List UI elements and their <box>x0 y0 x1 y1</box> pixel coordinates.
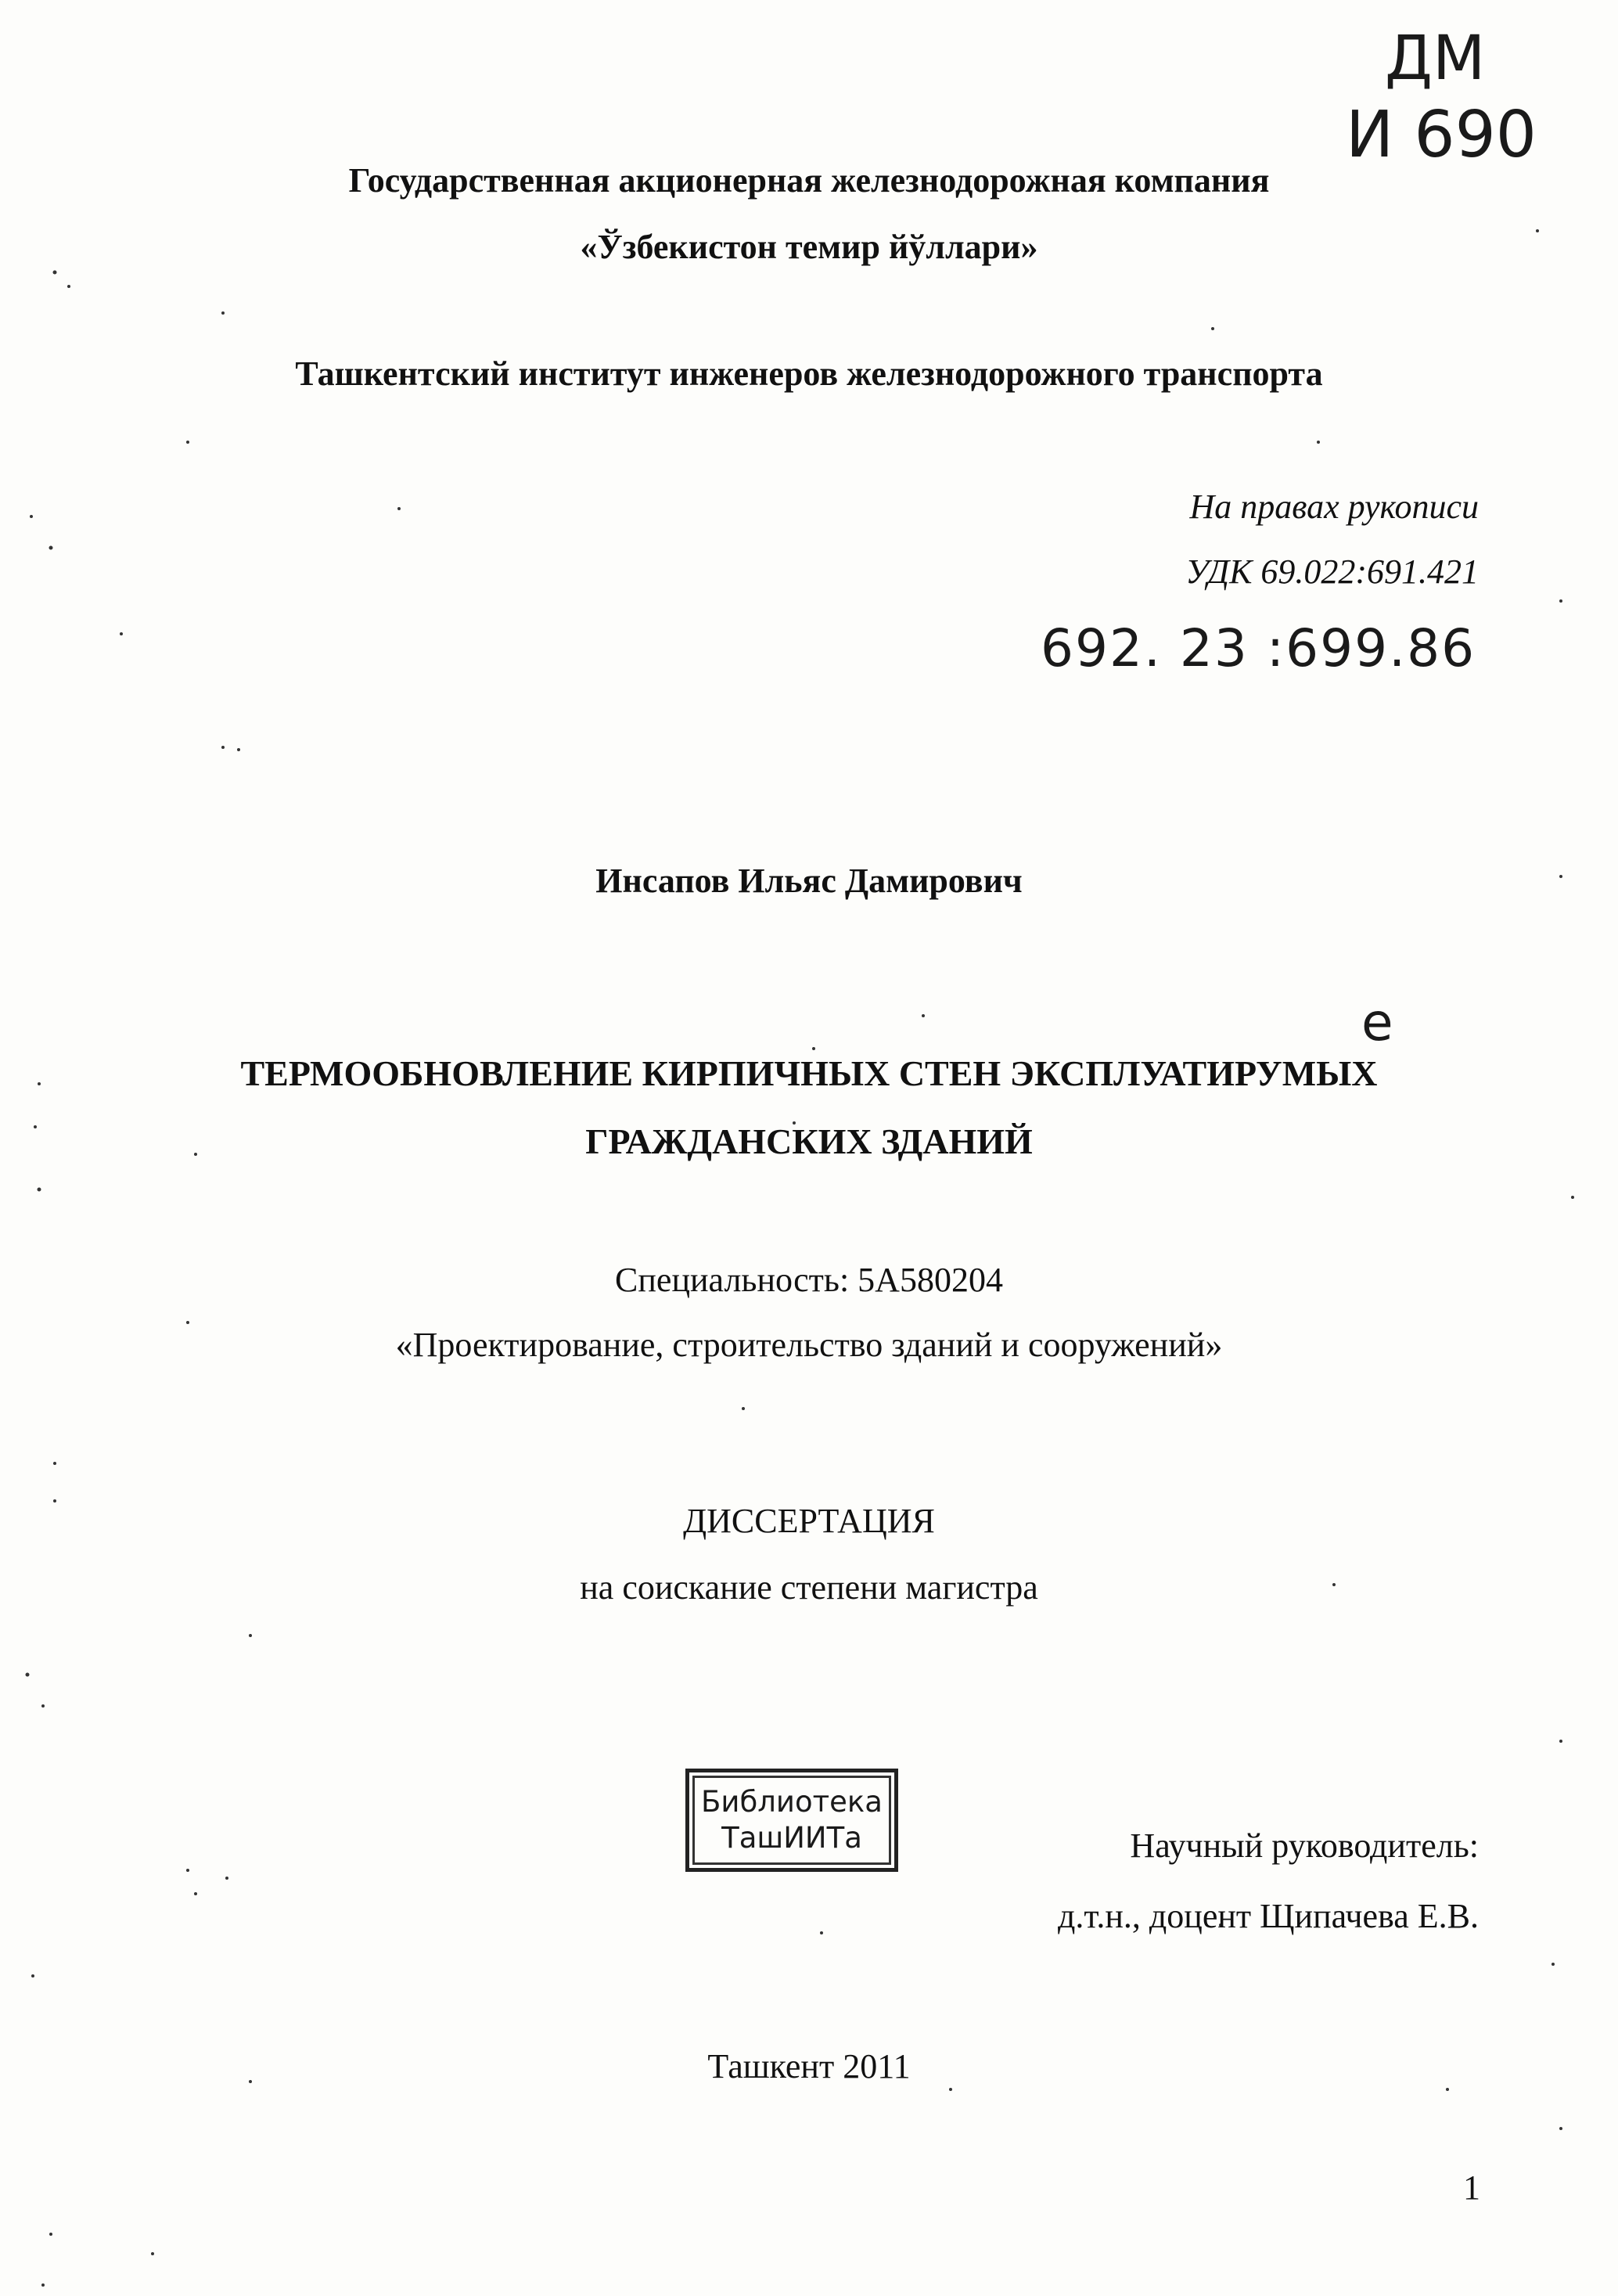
thesis-title-line1: ТЕРМООБНОВЛЕНИЕ КИРПИЧНЫХ СТЕН ЭКСПЛУАТИРУМЫХ <box>240 1053 1378 1093</box>
library-stamp <box>685 1769 898 1872</box>
thesis-title-line2: ГРАЖДАНСКИХ ЗДАНИЙ <box>585 1121 1033 1161</box>
udk-code: УДК 69.022:691.421 <box>1185 552 1479 591</box>
stamp-line2: ТашИИТа <box>721 1821 862 1855</box>
company-name-line2: «Ўзбекистон темир йўллари» <box>580 228 1038 266</box>
specialty-name: «Проектирование, строительство зданий и сооружений» <box>395 1326 1223 1364</box>
manuscript-note: На правах рукописи <box>1189 488 1479 526</box>
supervisor-label: Научный руководитель: <box>1130 1826 1479 1865</box>
degree-purpose: на соискание степени магистра <box>580 1568 1038 1607</box>
institute-name: Ташкентский институт инженеров железнодорожного транспорта <box>295 354 1323 393</box>
specialty-code: Специальность: 5А580204 <box>615 1261 1003 1299</box>
supervisor-name: д.т.н., доцент Щипачева Е.В. <box>1058 1897 1479 1935</box>
handwritten-code-bottom: И 690 <box>1346 98 1537 172</box>
company-name-line1: Государственная акционерная железнодорожная компания <box>348 161 1270 200</box>
city-year: Ташкент 2011 <box>707 2047 911 2085</box>
degree-type: ДИССЕРТАЦИЯ <box>683 1502 935 1540</box>
handwritten-code-top: ДМ <box>1385 23 1486 94</box>
page-number: 1 <box>1463 2168 1480 2207</box>
stamp-line1: Библиотека <box>701 1785 883 1819</box>
handwritten-correction: е <box>1361 992 1393 1053</box>
author-name: Инсапов Ильяс Дамирович <box>595 862 1023 900</box>
handwritten-classification: 692. 23 :699.86 <box>1041 618 1476 678</box>
